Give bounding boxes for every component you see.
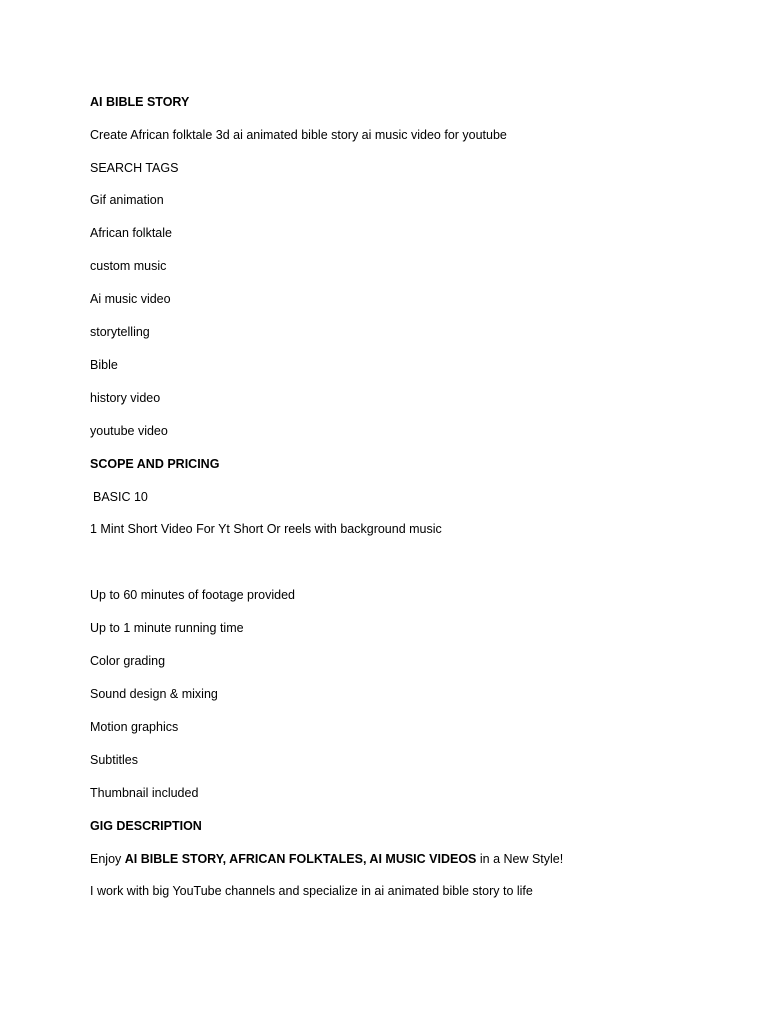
tag-item: Ai music video (90, 292, 171, 306)
feature-item: Up to 1 minute running time (90, 621, 244, 635)
feature-item: Sound design & mixing (90, 687, 218, 701)
package-name: BASIC 10 (93, 490, 148, 504)
gig-description-line: I work with big YouTube channels and specialize in ai animated bible story to life (90, 884, 533, 898)
package-description: 1 Mint Short Video For Yt Short Or reels with background music (90, 522, 442, 536)
tag-item: history video (90, 391, 161, 405)
tag-item: African folktale (90, 226, 172, 240)
feature-item: Thumbnail included (90, 786, 199, 800)
search-tags-heading: SEARCH TAGS (90, 161, 179, 175)
feature-item: Motion graphics (90, 720, 179, 734)
tag-item: youtube video (90, 424, 168, 438)
tag-item: Bible (90, 358, 118, 372)
document-title: AI BIBLE STORY (90, 95, 190, 109)
gig-intro-line (90, 851, 563, 867)
tag-item: Gif animation (90, 193, 164, 207)
gig-heading: GIG DESCRIPTION (90, 819, 202, 833)
tag-item: custom music (90, 259, 167, 273)
gig-intro-prefix: Enjoy (90, 852, 125, 866)
feature-item: Subtitles (90, 753, 138, 767)
feature-item: Up to 60 minutes of footage provided (90, 588, 295, 602)
document-subtitle: Create African folktale 3d ai animated bible story ai music video for youtube (90, 128, 507, 142)
feature-item: Color grading (90, 654, 166, 668)
scope-heading: SCOPE AND PRICING (90, 457, 220, 471)
gig-intro-suffix: in a New Style! (476, 852, 564, 866)
tag-item: storytelling (90, 325, 150, 339)
gig-intro-highlight: AI BIBLE STORY, AFRICAN FOLKTALES, AI MUSIC VIDEOS (124, 852, 477, 866)
